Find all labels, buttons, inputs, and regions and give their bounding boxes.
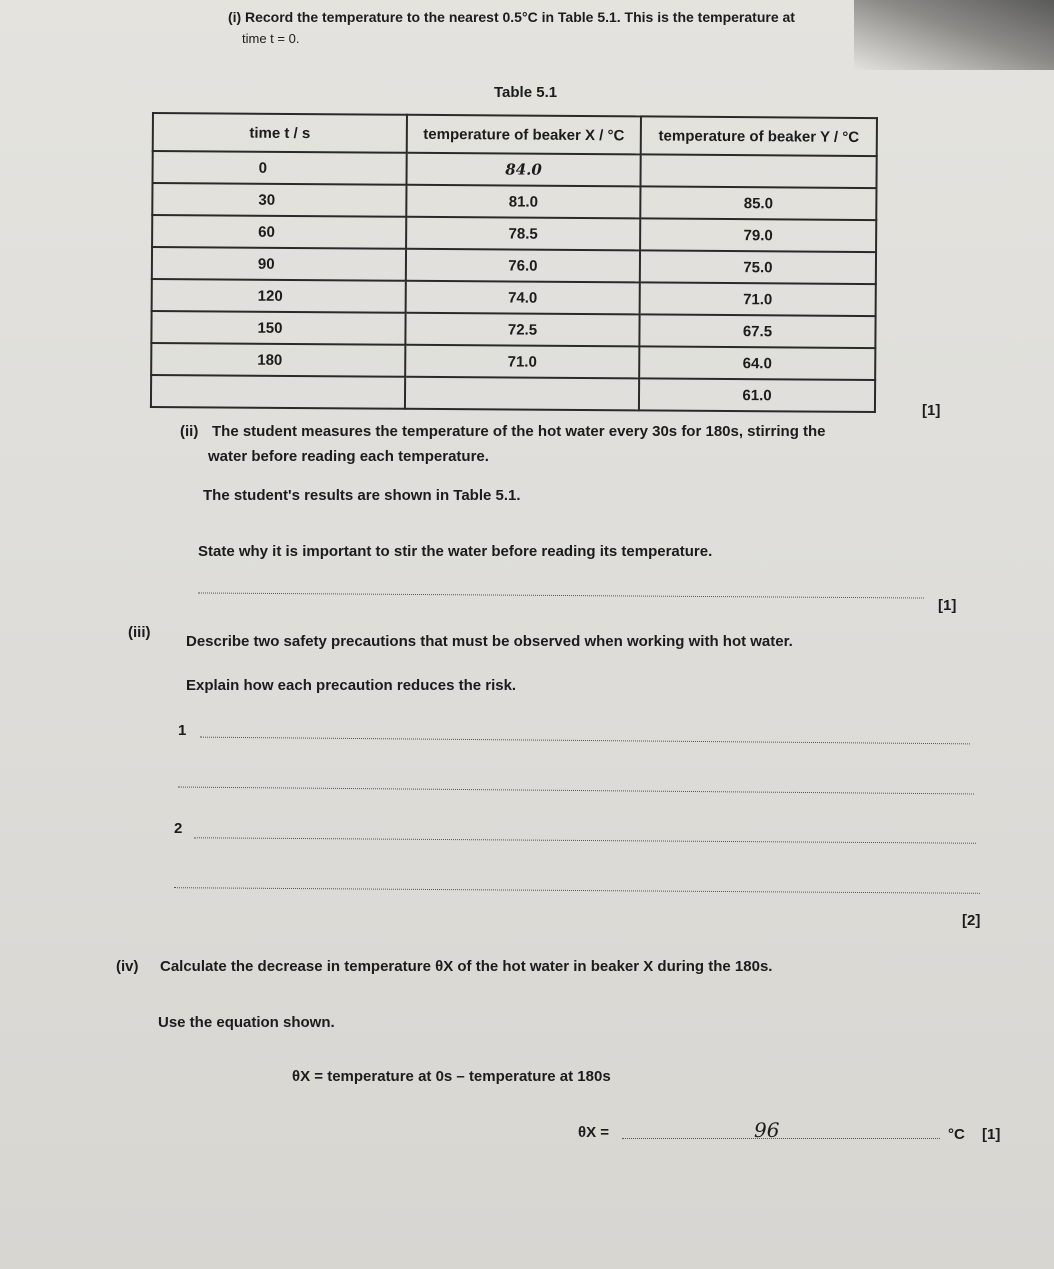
table-row: [153, 151, 877, 188]
question-i-mark: [1]: [922, 402, 941, 419]
results-table: [150, 112, 878, 413]
question-iii-label: (iii): [128, 624, 151, 641]
question-ii-line2: water before reading each temperature.: [208, 448, 489, 465]
header-beaker-y: temperature of beaker Y / °C: [641, 116, 877, 156]
table-caption: Table 5.1: [494, 84, 558, 101]
question-ii-line4: State why it is important to stir the water before reading its temperature.: [198, 543, 713, 560]
cell-beaker-y: 75.0: [640, 250, 876, 284]
question-iii-mark: [2]: [962, 912, 981, 929]
cell-beaker-x: 72.5: [405, 313, 639, 347]
question-i-label: (i): [228, 9, 242, 25]
equation: θX = temperature at 0s – temperature at 180s: [292, 1068, 611, 1085]
precaution-1-line[interactable]: [200, 737, 970, 745]
question-ii-answer-line[interactable]: [198, 592, 924, 598]
question-ii-line3: The student's results are shown in Table 5.1.: [203, 487, 521, 504]
cell-time: 60: [152, 215, 406, 249]
cell-beaker-x: [405, 377, 639, 411]
table-row: [151, 375, 875, 412]
cell-beaker-y: 67.5: [639, 314, 875, 348]
cell-beaker-x: 81.0: [406, 185, 640, 219]
cell-beaker-y: 71.0: [640, 282, 876, 316]
cell-time: 180: [151, 343, 405, 377]
question-ii-label: (ii): [180, 423, 199, 440]
table-row: [152, 247, 876, 284]
table-row: [151, 311, 875, 348]
cell-time: 0: [153, 151, 407, 185]
answer-prefix: θX =: [578, 1124, 610, 1141]
cell-beaker-x: 74.0: [406, 281, 640, 315]
question-iv-line1: Calculate the decrease in temperature θX of the hot water in beaker X during the 180s.: [160, 958, 773, 975]
cell-beaker-y: 79.0: [640, 218, 876, 252]
table-row: [152, 279, 876, 316]
question-iv-mark: [1]: [982, 1126, 1001, 1143]
handwritten-answer: 96: [754, 1118, 780, 1142]
question-ii-line1: The student measures the temperature of the hot water every 30s for 180s, stirring the: [212, 423, 826, 440]
cell-beaker-y: 61.0: [639, 378, 875, 412]
precaution-1-line-2[interactable]: [178, 787, 974, 795]
question-ii-mark: [1]: [938, 597, 957, 614]
question-i-text-continued: time t = 0.: [242, 31, 300, 46]
cell-beaker-y: 85.0: [640, 186, 876, 220]
question-i-text: Record the temperature to the nearest 0.5°C in Table 5.1. This is the temperature at: [245, 9, 795, 25]
table-row: [152, 183, 876, 220]
question-iv-label: (iv): [116, 958, 139, 975]
cell-time: 30: [152, 183, 406, 217]
cell-beaker-x: 76.0: [406, 249, 640, 283]
header-time: time t / s: [153, 113, 407, 153]
cell-beaker-y: 64.0: [639, 346, 875, 380]
precaution-2-line[interactable]: [194, 837, 976, 843]
header-beaker-x: temperature of beaker X / °C: [407, 115, 641, 155]
precaution-2-line-2[interactable]: [174, 887, 980, 894]
question-iv-line2: Use the equation shown.: [158, 1014, 335, 1031]
question-iii-line2: Explain how each precaution reduces the risk.: [186, 677, 517, 694]
table-row: [151, 343, 875, 380]
cell-beaker-x: 84.0: [406, 153, 640, 187]
question-iii-line1: Describe two safety precautions that must be observed when working with hot water.: [186, 633, 793, 650]
cell-time: 90: [152, 247, 406, 281]
table-row: [152, 215, 876, 252]
answer-number-1: 1: [178, 722, 187, 739]
cell-beaker-x: 78.5: [406, 217, 640, 251]
answer-unit: °C: [948, 1126, 965, 1143]
cell-time: 150: [151, 311, 405, 345]
cell-time: [151, 375, 405, 409]
answer-line[interactable]: [622, 1138, 940, 1139]
cell-beaker-y: [640, 154, 876, 188]
cell-time: 120: [152, 279, 406, 313]
cell-beaker-x: 71.0: [405, 345, 639, 379]
answer-number-2: 2: [174, 820, 183, 837]
